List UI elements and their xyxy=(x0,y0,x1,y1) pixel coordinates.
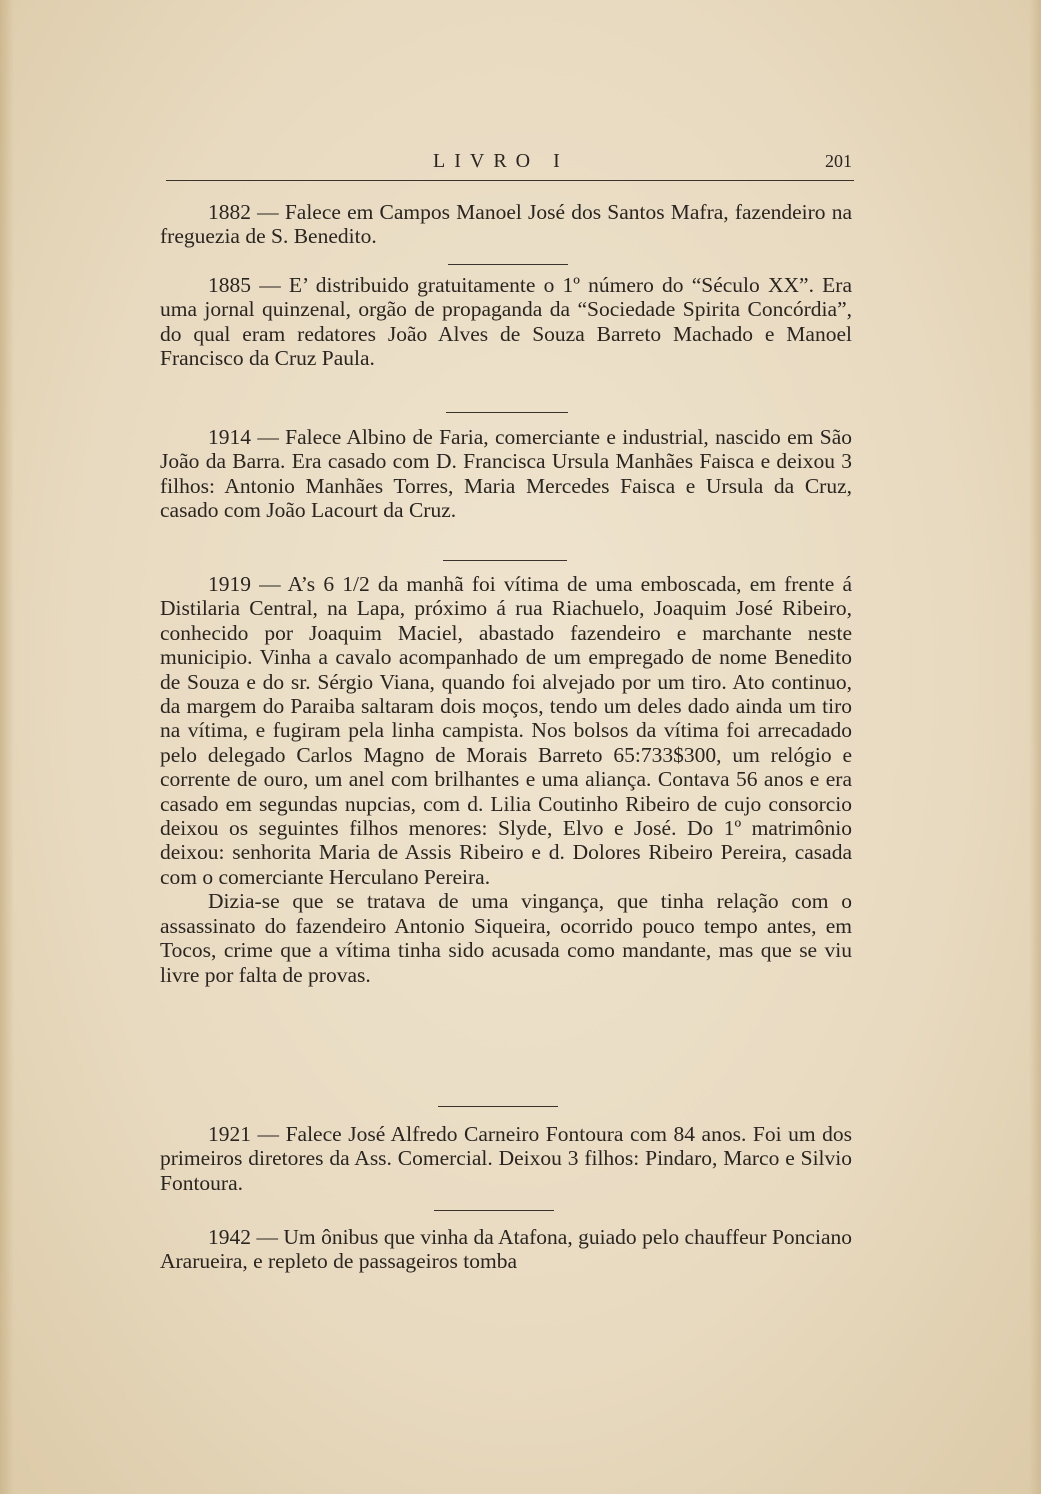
entry-1914 xyxy=(160,425,852,523)
separator-rule xyxy=(448,264,568,265)
entry-1921 xyxy=(160,1122,852,1195)
page-number: 201 xyxy=(825,151,852,171)
entry-paragraph: 1921 — Falece José Alfredo Carneiro Fontoura com 84 anos. Foi um dos primeiros diretores da Ass. Comercial. Deixou 3 filhos: Pindaro, Marco e Silvio Fontoura. xyxy=(160,1122,852,1195)
entry-paragraph: 1882 — Falece em Campos Manoel José dos Santos Mafra, fazendeiro na freguezia de S. Benedito. xyxy=(160,200,852,249)
page-edge-shadow-left xyxy=(0,0,14,1494)
entry-1942 xyxy=(160,1225,852,1274)
separator-rule xyxy=(443,560,567,561)
page-edge-shadow-right xyxy=(1029,0,1041,1494)
running-title: LIVRO I xyxy=(433,150,569,172)
page-header xyxy=(166,146,854,181)
entry-paragraph: Dizia-se que se tratava de uma vingança, que tinha relação com o assassinato do fazendeiro Antonio Siqueira, ocorrido pouco tempo antes, em Tocos, crime que a vítima tinha sido acusada como mandante, mas que se viu livre por falta de provas. xyxy=(160,889,852,987)
entry-paragraph: 1914 — Falece Albino de Faria, comerciante e industrial, nascido em São João da Barra. Era casado com D. Francisca Ursula Manhães Faisca e deixou 3 filhos: Antonio Manhães Torres, Maria Mercedes Faisca e Ursula da Cruz, casado com João Lacourt da Cruz. xyxy=(160,425,852,523)
entry-paragraph: 1885 — E’ distribuido gratuitamente o 1º número do “Século XX”. Era uma jornal quinzenal, orgão de propaganda da “Sociedade Spirita Concórdia”, do qual eram redatores João Alves de Souza Barreto Machado e Manoel Francisco da Cruz Paula. xyxy=(160,273,852,371)
separator-rule xyxy=(434,1210,554,1211)
entry-1919 xyxy=(160,572,852,987)
separator-rule xyxy=(438,1106,558,1107)
entry-paragraph: 1942 — Um ônibus que vinha da Atafona, guiado pelo chauffeur Ponciano Ararueira, e repleto de passageiros tomba xyxy=(160,1225,852,1274)
entry-paragraph: 1919 — A’s 6 1/2 da manhã foi vítima de uma emboscada, em frente á Distilaria Central, na Lapa, próximo á rua Riachuelo, Joaquim José Ribeiro, conhecido por Joaquim Maciel, abastado fazendeiro e marchante neste municipio. Vinha a cavalo acompanhado de um empregado de nome Benedito de Souza e do sr. Sérgio Viana, quando foi alvejado por um tiro. Ato continuo, da margem do Paraiba saltaram dois moços, tendo um deles dado ainda um tiro na vítima, e fugiram pela linha campista. Nos bolsos da vítima foi arrecadado pelo delegado Carlos Magno de Morais Barreto 65:733$300, um relógio e corrente de ouro, um anel com brilhantes e uma aliança. Contava 56 anos e era casado em segundas nupcias, com d. Lilia Coutinho Ribeiro de cujo consorcio deixou os seguintes filhos menores: Slyde, Elvo e José. Do 1º matrimônio deixou: senhorita Maria de Assis Ribeiro e d. Dolores Ribeiro Pereira, casada com o comerciante Herculano Pereira. xyxy=(160,572,852,889)
separator-rule xyxy=(446,412,568,413)
entry-1882 xyxy=(160,200,852,249)
entry-1885 xyxy=(160,273,852,371)
